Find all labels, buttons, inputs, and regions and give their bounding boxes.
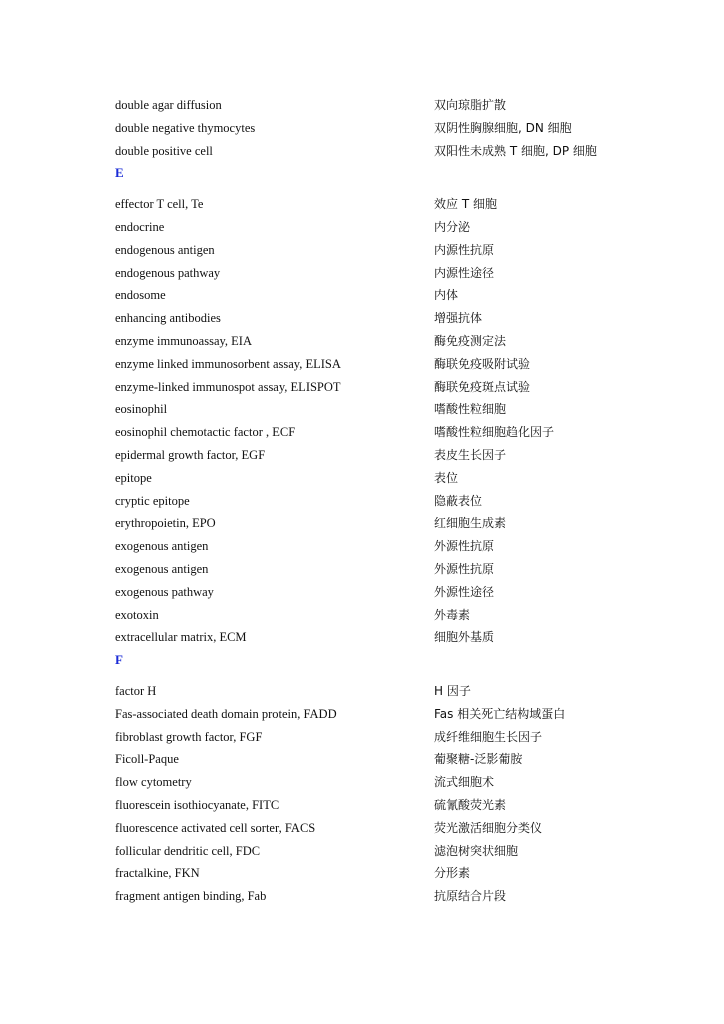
glossary-entry [115, 444, 635, 467]
english-term: fluorescein isothiocyanate, FITC [115, 797, 280, 812]
english-term: endogenous antigen [115, 242, 215, 257]
english-term: endocrine [115, 219, 165, 234]
chinese-term: Fas 相关死亡结构域蛋白 [434, 706, 566, 721]
english-term: erythropoietin, EPO [115, 516, 216, 531]
glossary-entry [115, 94, 635, 117]
glossary-entry [115, 467, 635, 490]
glossary-entry [115, 262, 635, 285]
glossary-entry [115, 726, 635, 749]
chinese-term: 外毒素 [434, 607, 471, 622]
chinese-term: 内体 [434, 288, 459, 303]
glossary-list [115, 94, 635, 908]
chinese-term: 嗜酸性粒细胞趋化因子 [434, 425, 555, 440]
glossary-entry [115, 398, 635, 421]
chinese-term: 成纤维细胞生长因子 [434, 729, 543, 744]
english-term: eosinophil chemotactic factor , ECF [115, 425, 296, 440]
english-term: exogenous antigen [115, 561, 209, 576]
chinese-term: 表位 [434, 470, 459, 485]
glossary-entry [115, 535, 635, 558]
glossary-entry [115, 558, 635, 581]
english-term: exogenous pathway [115, 584, 214, 599]
glossary-entry [115, 216, 635, 239]
glossary-entry [115, 307, 635, 330]
english-term: exotoxin [115, 607, 159, 622]
glossary-entry [115, 284, 635, 307]
glossary-entry [115, 376, 635, 399]
english-term: extracellular matrix, ECM [115, 630, 247, 645]
english-term: fluorescence activated cell sorter, FACS [115, 820, 316, 835]
english-term: fractalkine, FKN [115, 866, 200, 881]
chinese-term: 葡聚糖-泛影葡胺 [434, 752, 523, 767]
english-term: enzyme-linked immunospot assay, ELISPOT [115, 379, 341, 394]
section-spacer [115, 185, 635, 193]
glossary-entry [115, 140, 635, 163]
english-term: Ficoll-Paque [115, 752, 179, 767]
glossary-entry [115, 604, 635, 627]
glossary-entry [115, 680, 635, 703]
glossary-entry [115, 421, 635, 444]
english-term: follicular dendritic cell, FDC [115, 843, 261, 858]
english-term: endosome [115, 288, 166, 303]
glossary-entry [115, 193, 635, 216]
chinese-term: 嗜酸性粒细胞 [434, 402, 507, 417]
glossary-entry [115, 626, 635, 649]
chinese-term: 酶联免疫斑点试验 [434, 379, 531, 394]
english-term: enzyme linked immunosorbent assay, ELISA [115, 356, 341, 371]
glossary-entry [115, 353, 635, 376]
english-term: fibroblast growth factor, FGF [115, 729, 263, 744]
chinese-term: 外源性抗原 [434, 561, 495, 576]
chinese-term: 增强抗体 [434, 311, 483, 326]
glossary-entry [115, 512, 635, 535]
english-term: eosinophil [115, 402, 168, 417]
glossary-entry [115, 330, 635, 353]
glossary-entry [115, 490, 635, 513]
chinese-term: 酶联免疫吸附试验 [434, 356, 531, 371]
chinese-term: 双阴性胸腺细胞, DN 细胞 [434, 120, 572, 135]
chinese-term: 双向琼脂扩散 [434, 98, 507, 112]
english-term: double positive cell [115, 143, 213, 158]
english-term: factor H [115, 683, 157, 698]
chinese-term: 抗原结合片段 [434, 889, 507, 904]
english-term: flow cytometry [115, 775, 192, 790]
chinese-term: 表皮生长因子 [434, 447, 507, 462]
chinese-term: 细胞外基质 [434, 630, 495, 645]
english-term: epidermal growth factor, EGF [115, 447, 266, 462]
section-spacer [115, 672, 635, 680]
english-term: fragment antigen binding, Fab [115, 889, 267, 904]
glossary-entry [115, 817, 635, 840]
english-term: double agar diffusion [115, 98, 222, 112]
chinese-term: H 因子 [434, 683, 471, 698]
glossary-entry [115, 581, 635, 604]
glossary-entry [115, 885, 635, 908]
english-term: enhancing antibodies [115, 311, 221, 326]
glossary-entry [115, 771, 635, 794]
chinese-term: 荧光激活细胞分类仪 [434, 820, 543, 835]
english-term: effector T cell, Te [115, 197, 204, 212]
chinese-term: 流式细胞术 [434, 775, 495, 790]
chinese-term: 红细胞生成素 [434, 516, 507, 531]
glossary-entry [115, 703, 635, 726]
chinese-term: 效应 T 细胞 [434, 197, 497, 212]
glossary-entry [115, 840, 635, 863]
chinese-term: 酶免疫测定法 [434, 333, 507, 348]
english-term: cryptic epitope [115, 493, 190, 508]
glossary-entry [115, 748, 635, 771]
glossary-entry [115, 862, 635, 885]
glossary-entry [115, 239, 635, 262]
chinese-term: 内源性途径 [434, 265, 495, 280]
english-term: endogenous pathway [115, 265, 221, 280]
chinese-term: 隐蔽表位 [434, 493, 483, 508]
english-term: epitope [115, 470, 152, 485]
english-term: enzyme immunoassay, EIA [115, 333, 252, 348]
english-term: Fas-associated death domain protein, FADD [115, 706, 337, 721]
chinese-term: 分形素 [434, 866, 471, 881]
chinese-term: 内源性抗原 [434, 242, 495, 257]
chinese-term: 外源性抗原 [434, 539, 495, 554]
glossary-entry [115, 794, 635, 817]
english-term: exogenous antigen [115, 539, 209, 554]
glossary-entry [115, 117, 635, 140]
section-letter-e: E [115, 165, 124, 181]
chinese-term: 双阳性未成熟 T 细胞, DP 细胞 [434, 143, 597, 158]
section-letter-f: F [115, 652, 123, 668]
chinese-term: 滤泡树突状细胞 [434, 843, 519, 858]
chinese-term: 硫氰酸荧光素 [434, 797, 507, 812]
chinese-term: 内分泌 [434, 219, 471, 234]
english-term: double negative thymocytes [115, 120, 256, 135]
chinese-term: 外源性途径 [434, 584, 495, 599]
